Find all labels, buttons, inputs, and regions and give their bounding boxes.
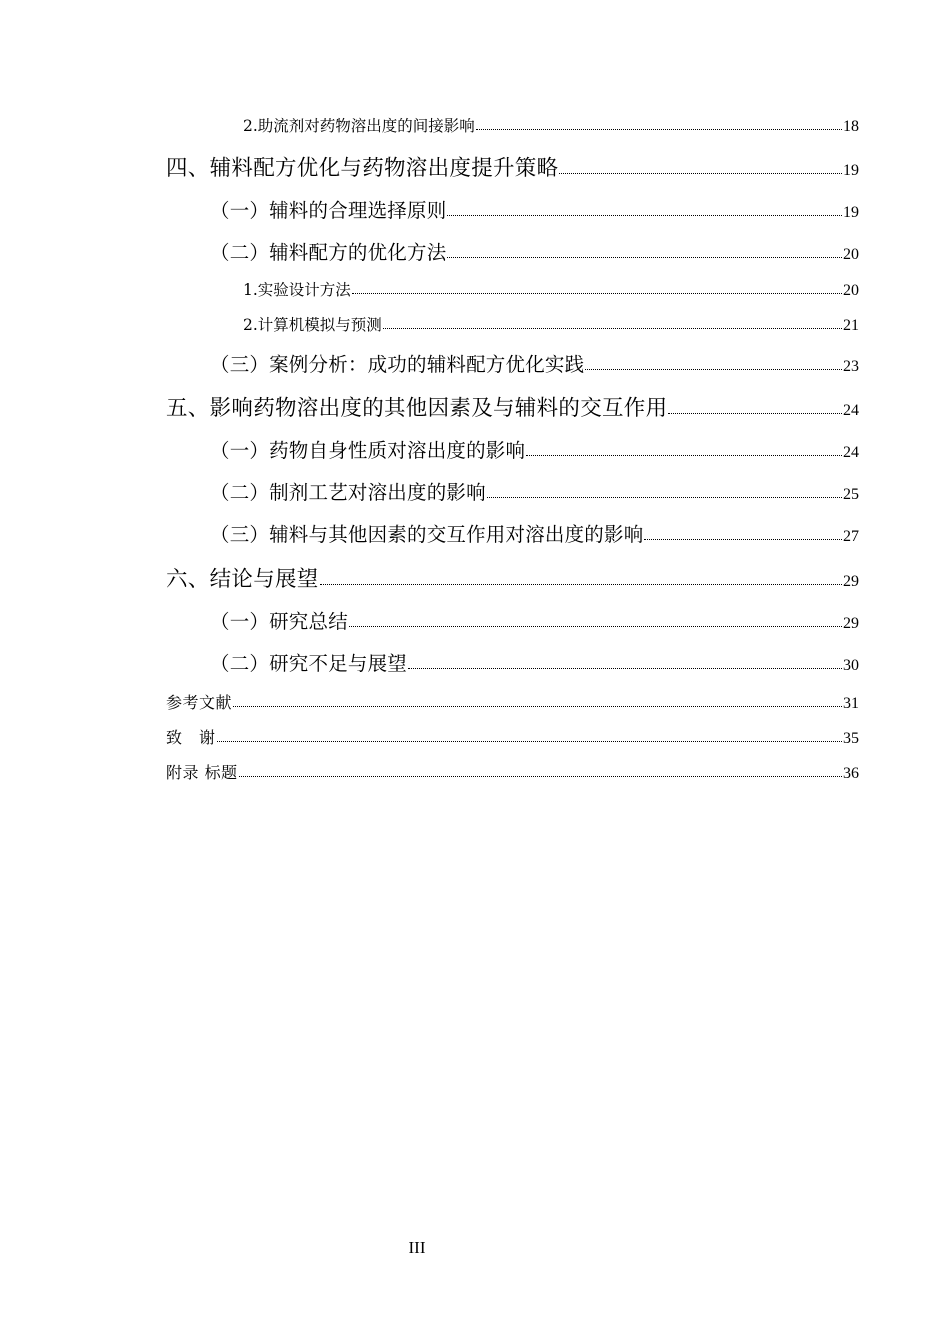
toc-leader-dots	[585, 369, 842, 370]
toc-entry-page: 20	[843, 246, 859, 263]
toc-leader-dots	[408, 668, 842, 669]
toc-entry-title: （二）研究不足与展望	[210, 652, 408, 675]
toc-entry-title: （二）制剂工艺对溶出度的影响	[210, 481, 486, 504]
toc-leader-dots	[559, 173, 842, 174]
toc-entry-title: 2.计算机模拟与预测	[243, 316, 382, 334]
toc-entry[interactable]	[166, 391, 859, 422]
toc-entry-title: 1.实验设计方法	[243, 281, 351, 299]
toc-leader-dots	[320, 584, 842, 585]
toc-entry-title: （一）药物自身性质对溶出度的影响	[210, 439, 526, 462]
toc-entry-page: 29	[843, 573, 859, 590]
toc-entry[interactable]	[210, 477, 859, 505]
toc-leader-dots	[352, 293, 842, 294]
toc-entry[interactable]	[243, 313, 859, 335]
toc-entry-page: 21	[843, 317, 859, 334]
toc-entry-page: 19	[843, 162, 859, 179]
toc-entry-page: 36	[843, 765, 859, 782]
toc-entry[interactable]	[243, 278, 859, 300]
toc-entry-page: 24	[843, 444, 859, 461]
page-number: III	[408, 1238, 426, 1257]
toc-entry-title: 四、辅料配方优化与药物溶出度提升策略	[166, 156, 559, 181]
toc-leader-dots	[447, 257, 842, 258]
toc-entry-title: （一）研究总结	[210, 610, 348, 633]
toc-leader-dots	[526, 455, 842, 456]
toc-leader-dots	[447, 215, 842, 216]
toc-leader-dots	[668, 413, 842, 414]
toc-entry-title: （一）辅料的合理选择原则	[210, 199, 447, 222]
toc-entry-title: 2.助流剂对药物溶出度的间接影响	[243, 117, 475, 135]
toc-entry[interactable]	[166, 725, 859, 748]
toc-entry-title: 致 谢	[166, 728, 216, 747]
toc-leader-dots	[217, 741, 842, 742]
toc-entry-page: 25	[843, 486, 859, 503]
toc-entry-page: 18	[843, 118, 859, 135]
toc-entry-title: （三）辅料与其他因素的交互作用对溶出度的影响	[210, 523, 644, 546]
toc-entry[interactable]	[210, 648, 859, 676]
toc-entry[interactable]	[210, 349, 859, 377]
toc-entry[interactable]	[166, 562, 859, 593]
toc-entry-page: 19	[843, 204, 859, 221]
toc-entry-page: 29	[843, 615, 859, 632]
toc-leader-dots	[383, 328, 842, 329]
toc-leader-dots	[349, 626, 842, 627]
toc-leader-dots	[487, 497, 842, 498]
toc-entry[interactable]	[166, 151, 859, 182]
toc-entry-page: 27	[843, 528, 859, 545]
toc-entry[interactable]	[210, 606, 859, 634]
toc-leader-dots	[644, 539, 842, 540]
toc-leader-dots	[476, 129, 842, 130]
toc-entry[interactable]	[210, 237, 859, 265]
toc-entry-page: 23	[843, 358, 859, 375]
toc-entry-title: （三）案例分析：成功的辅料配方优化实践	[210, 353, 585, 376]
toc-entry[interactable]	[210, 519, 859, 547]
toc-entry-title: （二）辅料配方的优化方法	[210, 241, 447, 264]
toc-entry-page: 30	[843, 657, 859, 674]
toc-leader-dots	[239, 776, 842, 777]
toc-entry-page: 20	[843, 282, 859, 299]
toc-entry-title: 五、影响药物溶出度的其他因素及与辅料的交互作用	[166, 396, 668, 421]
toc-entry-page: 31	[843, 695, 859, 712]
toc-entry-page: 24	[843, 402, 859, 419]
toc-entry-title: 参考文献	[166, 693, 233, 712]
toc-entry[interactable]	[166, 690, 859, 713]
toc-entry[interactable]	[210, 195, 859, 223]
toc-leader-dots	[233, 706, 842, 707]
toc-entry[interactable]	[210, 435, 859, 463]
toc-entry-title: 附录 标题	[166, 763, 238, 782]
toc-entry[interactable]	[243, 114, 859, 136]
toc-entry-title: 六、结论与展望	[166, 567, 319, 592]
toc-entry[interactable]	[166, 760, 859, 783]
toc-entry-page: 35	[843, 730, 859, 747]
